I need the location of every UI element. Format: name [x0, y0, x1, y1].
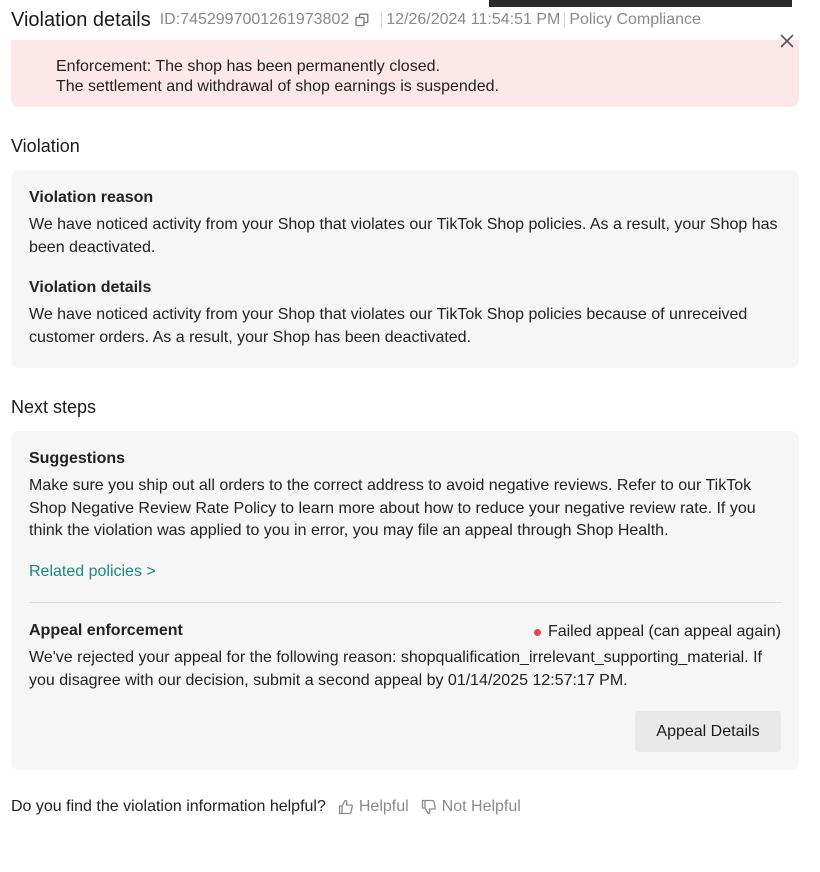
violation-details-text: We have noticed activity from your Shop that violates our TikTok Shop policies because of unreceived customer orders. As a result, your Shop has been deactivated.	[29, 306, 748, 346]
thumbs-up-icon	[338, 799, 354, 815]
next-steps-section-title: Next steps	[11, 397, 97, 417]
meta-separator	[381, 12, 382, 28]
not-helpful-label: Not Helpful	[441, 798, 521, 815]
page-title: Violation details	[11, 8, 151, 31]
appeal-enforcement-label: Appeal enforcement	[29, 622, 183, 639]
header-meta	[160, 11, 701, 29]
appeal-status-dot	[534, 629, 541, 636]
alert-line-settlement: The settlement and withdrawal of shop earnings is suspended.	[56, 78, 499, 95]
suggestions-text: Make sure you ship out all orders to the correct address to avoid negative reviews. Refer to our TikTok Shop Negative Review Rate Policy to learn more about how to reduce your negative review rate. If you think the violation was applied to you in error, you may file an appeal through Shop Health.	[29, 477, 756, 539]
feedback-question: Do you find the violation information helpful?	[11, 798, 326, 815]
appeal-details-button[interactable]: Appeal Details	[635, 711, 781, 752]
violation-id: ID:7452997001261973802	[159, 11, 350, 28]
not-helpful-button[interactable]	[421, 798, 521, 816]
appeal-status-text: Failed appeal (can appeal again)	[547, 623, 781, 640]
helpful-button[interactable]	[338, 798, 409, 816]
violation-section-title: Violation	[11, 136, 80, 156]
violation-details-label: Violation details	[29, 279, 152, 296]
card-divider	[29, 602, 781, 603]
suggestions-label: Suggestions	[29, 450, 126, 467]
feedback-row	[11, 798, 521, 816]
meta-separator	[564, 12, 565, 28]
violation-category: Policy Compliance	[569, 11, 701, 28]
appeal-reason-text: We've rejected your appeal for the following reason: shopqualification_irrelevant_supporting_material. If you disagree with our decision, submit a second appeal by 01/14/2025 12:57:17 PM.	[29, 649, 762, 689]
violation-reason-label: Violation reason	[29, 189, 154, 206]
close-icon[interactable]	[778, 32, 796, 50]
violation-reason-text: We have noticed activity from your Shop that violates our TikTok Shop policies. As a result, your Shop has been deactivated.	[29, 216, 778, 256]
violation-card	[11, 170, 799, 368]
appeal-status-badge	[534, 623, 781, 641]
top-overlay-bar	[489, 0, 792, 7]
helpful-label: Helpful	[358, 798, 409, 815]
related-policies-link[interactable]: Related policies >	[29, 563, 156, 580]
copy-icon[interactable]	[355, 13, 369, 27]
thumbs-down-icon	[421, 799, 437, 815]
alert-line-enforcement: Enforcement: The shop has been permanently closed.	[56, 58, 440, 75]
violation-timestamp: 12/26/2024 11:54:51 PM	[386, 11, 561, 28]
next-steps-card	[11, 431, 799, 770]
